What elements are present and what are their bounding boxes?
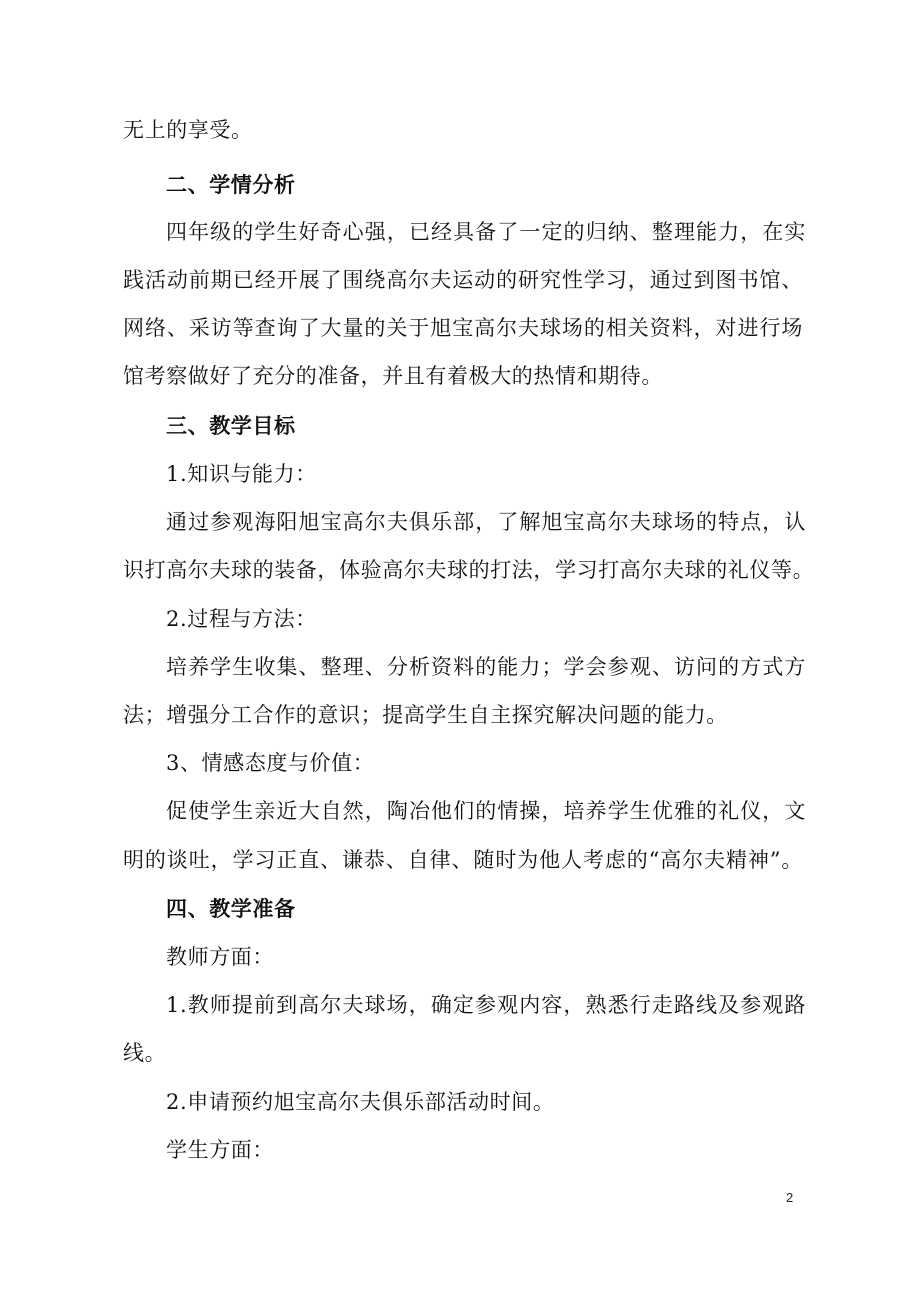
paragraph-line: 1.教师提前到高尔夫球场，确定参观内容，熟悉行走路线及参观路 <box>166 993 806 1017</box>
paragraph-line: 促使学生亲近大自然，陶冶他们的情操，培养学生优雅的礼仪，文 <box>166 799 806 823</box>
paragraph-line: 网络、采访等查询了大量的关于旭宝高尔夫球场的相关资料，对进行场 <box>123 316 803 340</box>
paragraph-line: 识打高尔夫球的装备，体验高尔夫球的打法，学习打高尔夫球的礼仪等。 <box>123 558 815 582</box>
paragraph-line: 法；增强分工合作的意识；提高学生自主探究解决问题的能力。 <box>123 703 728 727</box>
paragraph-line: 培养学生收集、整理、分析资料的能力；学会参观、访问的方式方 <box>166 655 806 679</box>
subheading-process: 2.过程与方法： <box>166 607 317 631</box>
paragraph-line: 无上的享受。 <box>123 118 253 142</box>
subheading-emotion: 3、情感态度与价值： <box>166 751 375 775</box>
section-heading-teaching-goals: 三、教学目标 <box>166 413 296 438</box>
section-heading-learning-analysis: 二、学情分析 <box>166 172 296 197</box>
paragraph-line: 馆考察做好了充分的准备，并且有着极大的热情和期待。 <box>123 364 663 388</box>
subheading-knowledge: 1.知识与能力： <box>166 462 317 486</box>
paragraph-line: 四年级的学生好奇心强，已经具备了一定的归纳、整理能力，在实 <box>166 220 806 244</box>
paragraph-line: 明的谈吐，学习正直、谦恭、自律、随时为他人考虑的“高尔夫精神”。 <box>123 848 803 872</box>
page-number: 2 <box>786 1190 794 1205</box>
subheading-teacher: 教师方面： <box>166 945 274 969</box>
paragraph-line: 2.申请预约旭宝高尔夫俱乐部活动时间。 <box>166 1090 555 1114</box>
paragraph-line: 践活动前期已经开展了围绕高尔夫运动的研究性学习，通过到图书馆、 <box>123 268 803 292</box>
paragraph-line: 通过参观海阳旭宝高尔夫俱乐部，了解旭宝高尔夫球场的特点，认 <box>166 510 806 534</box>
paragraph-line: 线。 <box>123 1041 167 1065</box>
subheading-student: 学生方面： <box>166 1138 274 1162</box>
section-heading-preparation: 四、教学准备 <box>166 896 296 921</box>
